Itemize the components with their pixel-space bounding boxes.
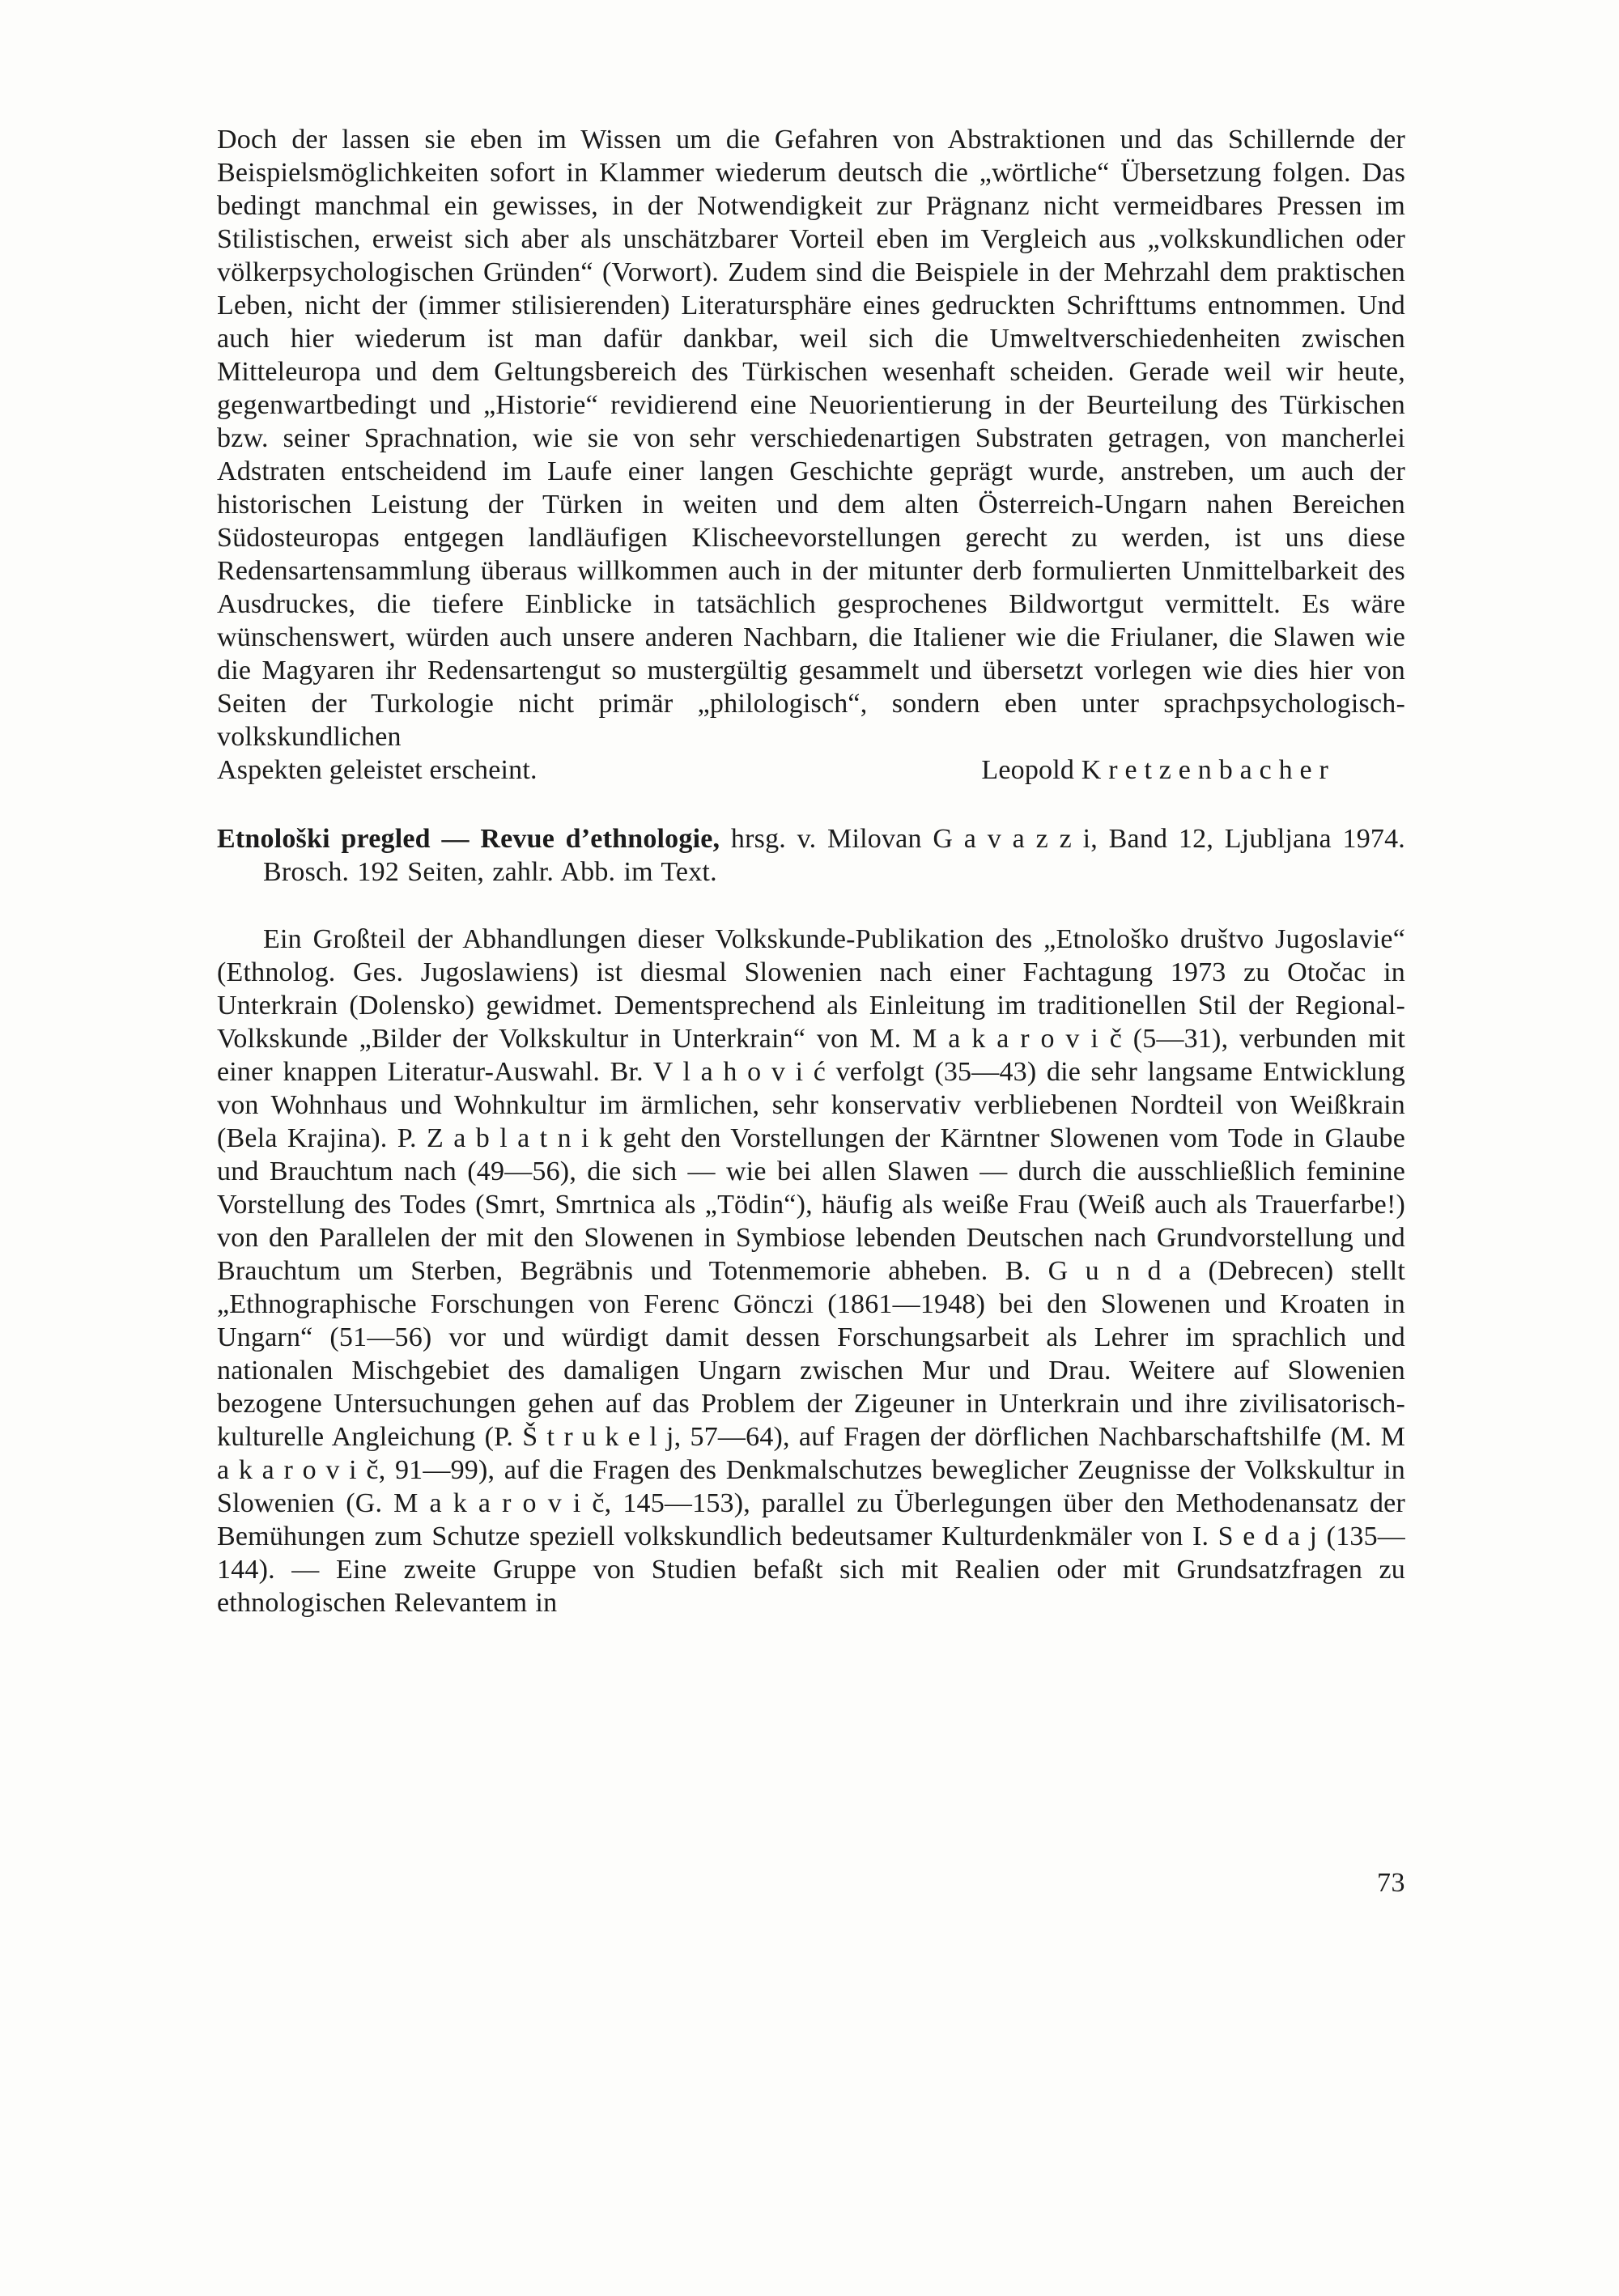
review-kretzenbacher-paragraph: Doch der lassen sie eben im Wissen um die Gefahren von Abstraktionen und das Schillernde der Beispielsmöglichkeiten sofort in Klammer wiederum deutsch die „wörtliche“ Übersetzung folgen. Das bedingt manchmal ein gewisses, in der Notwendigkeit zur Prägnanz nicht vermeidbares Pressen im Stilistischen, erweist sich aber als unschätzbarer Vorteil eben im Vergleich aus „volkskundlichen oder völkerpsychologischen Gründen“ (Vorwort). Zudem sind die Beispiele in der Mehrzahl dem praktischen Leben, nicht der (immer stilisierenden) Literatursphäre eines gedruckten Schrifttums entnommen. Und auch hier wiederum ist man dafür dankbar, weil sich die Umweltverschiedenheiten zwischen Mitteleuropa und dem Geltungsbereich des Türkischen wesenhaft scheiden. Gerade weil wir heute, gegenwartbedingt und „Historie“ revidierend eine Neuorientierung in der Beurteilung des Türkischen bzw. seiner Sprachnation, wie sie von sehr verschiedenartigen Substraten getragen, von mancherlei Adstraten entscheidend im Laufe einer langen Geschichte geprägt wurde, anstreben, um auch der historischen Leistung der Türken in weiten und dem alten Österreich-Ungarn nahen Bereichen Südosteuropas entgegen landläufigen Klischeevorstellungen gerecht zu werden, ist uns diese Redensartensammlung überaus willkommen auch in der mitunter derb formulierten Unmittelbarkeit des Ausdruckes, die tiefere Einblicke in tatsächlich gesprochenes Bildwortgut vermittelt. Es wäre wünschenswert, würden auch unsere anderen Nachbarn, die Italiener wie die Friulaner, die Slawen wie die Magyaren ihr Redensartengut so mustergültig gesammelt und übersetzt vorlegen wie dies hier von Seiten der Turkologie nicht primär „philologisch“, sondern eben unter sprachpsychologisch-volkskundlichen (217, 125, 1405, 752)
closing-words: Aspekten geleistet erscheint. (217, 755, 538, 785)
bibliographic-heading (217, 822, 1405, 889)
text-block (217, 123, 1405, 1619)
bibliographic-details: hrsg. v. Milovan G a v a z z i, Band 12, Ljubljana 1974. Brosch. 192 Seiten, zahlr. Abb. im Text. (263, 824, 1405, 887)
reviewed-title: Etnološki pregled — Revue d’ethnologie, (217, 824, 720, 854)
signature-line (217, 753, 1405, 787)
reviewer-name: Leopold K r e t z e n b a c h e r (981, 755, 1328, 785)
review-etnoloski-paragraph: Ein Großteil der Abhandlungen dieser Volkskunde-Publikation des „Etnološko društvo Jugoslavie“ (Ethnolog. Ges. Jugoslawiens) ist diesmal Slowenien nach einer Fachtagung 1973 zu Otočac in Unterkrain (Dolensko) gewidmet. Dementsprechend als Einleitung im traditionellen Stil der Regional-Volkskunde „Bilder der Volkskultur in Unterkrain“ von M. M a k a r o v i č (5—31), verbunden mit einer knappen Literatur-Auswahl. Br. V l a h o v i ć verfolgt (35—43) die sehr langsame Entwicklung von Wohnhaus und Wohnkultur im ärmlichen, sehr konservativ verbliebenen Nordteil von Weißkrain (Bela Krajina). P. Z a b l a t n i k geht den Vorstellungen der Kärntner Slowenen vom Tode in Glaube und Brauchtum nach (49—56), die sich — wie bei allen Slawen — durch die ausschließlich feminine Vorstellung des Todes (Smrt, Smrtnica als „Tödin“), häufig als weiße Frau (Weiß auch als Trauerfarbe!) von den Parallelen der mit den Slowenen in Symbiose lebenden Deutschen nach Grundvorstellung und Brauchtum um Sterben, Begräbnis und Totenmemorie abheben. B. G u n d a (Debrecen) stellt „Ethnographische Forschungen von Ferenc Gönczi (1861—1948) bei den Slowenen und Kroaten in Ungarn“ (51—56) vor und würdigt damit dessen Forschungsarbeit als Lehrer im sprachlich und nationalen Mischgebiet des damaligen Ungarn zwischen Mur und Drau. Weitere auf Slowenien bezogene Untersuchungen gehen auf das Problem der Zigeuner in Unterkrain und ihre zivilisatorisch-kulturelle Angleichung (P. Š t r u k e l j, 57—64), auf Fragen der dörflichen Nachbarschaftshilfe (M. M a k a r o v i č, 91—99), auf die Fragen des Denkmalschutzes beweglicher Zeugnisse der Volkskultur in Slowenien (G. M a k a r o v i č, 145—153), parallel zu Überlegungen über den Methodenansatz der Bemühungen zum Schutze speziell volkskundlich bedeutsamer Kulturdenkmäler von I. S e d a j (135—144). — Eine zweite Gruppe von Studien befaßt sich mit Realien oder mit Grundsatzfragen zu ethnologischen Relevantem in (217, 924, 1405, 1618)
page-number: 73 (1377, 1868, 1405, 1898)
